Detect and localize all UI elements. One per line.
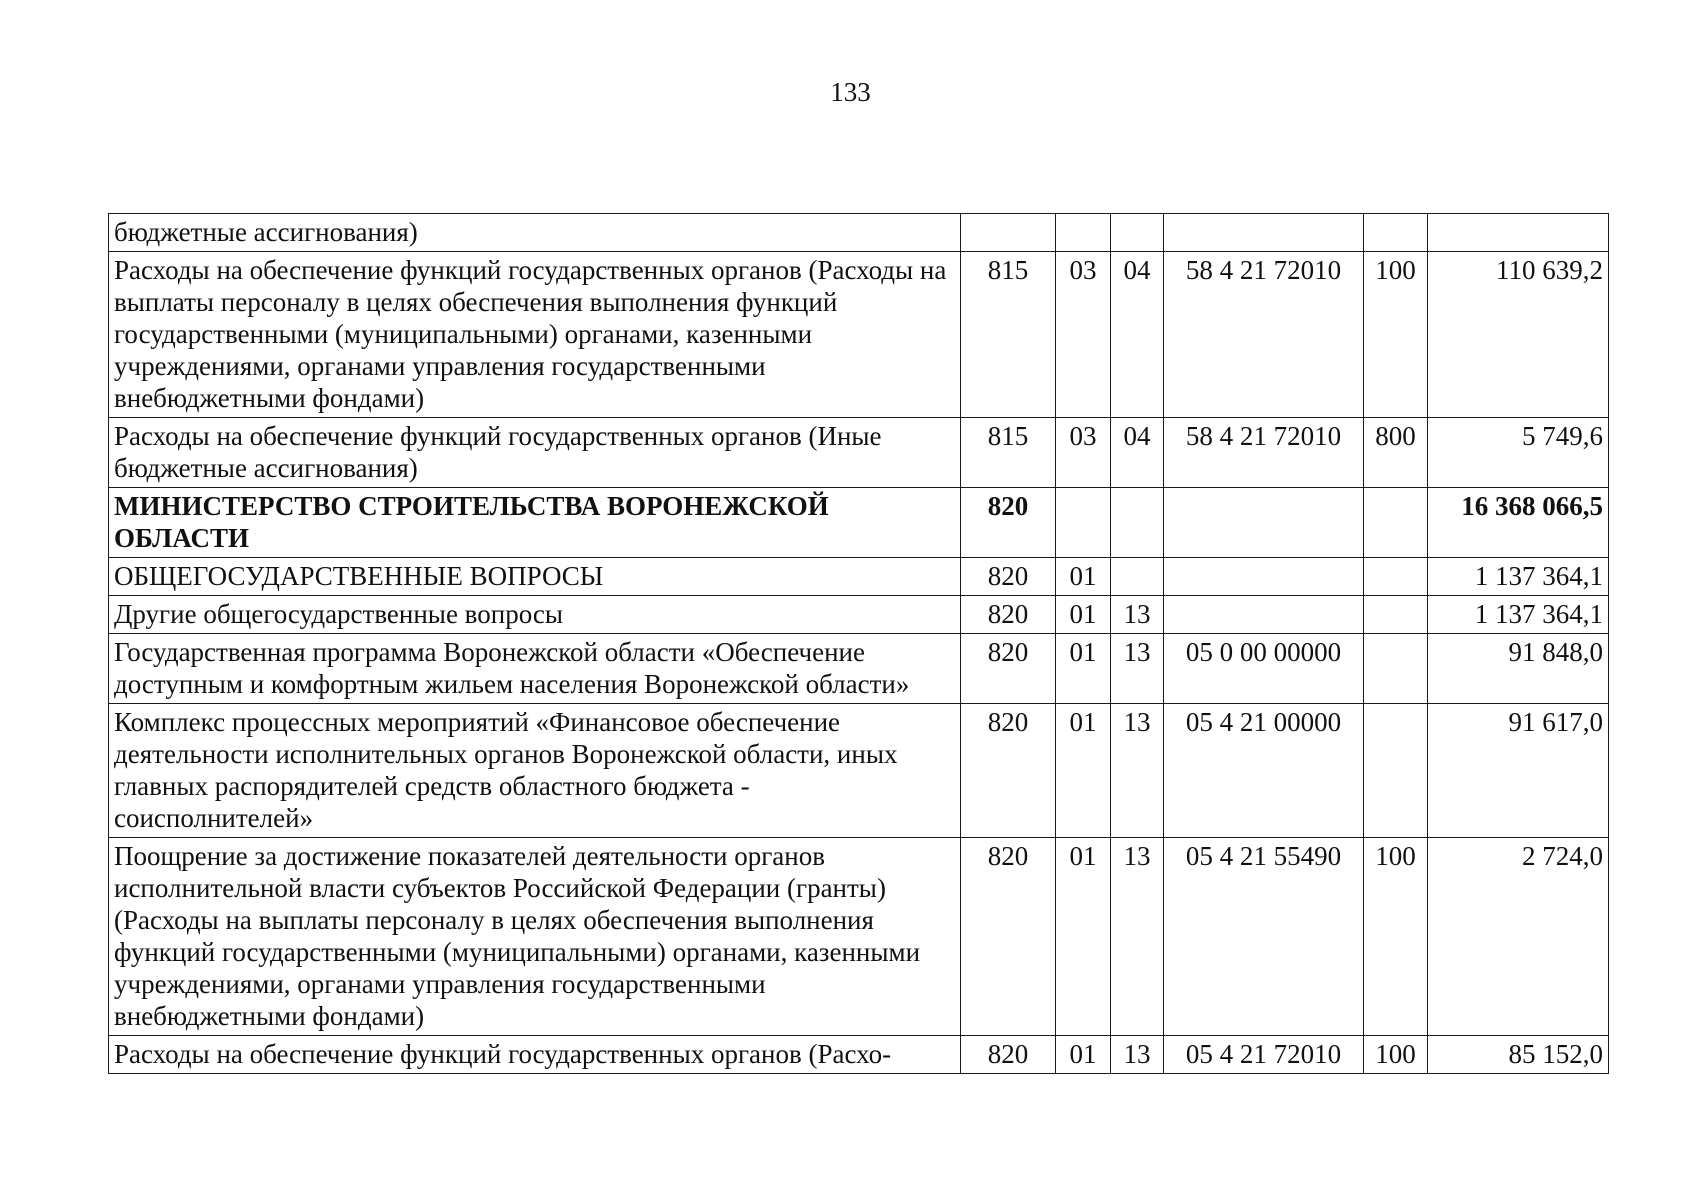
row-subsection-code: 13 — [1111, 704, 1164, 838]
row-ministry-code: 815 — [961, 418, 1056, 488]
row-target-article: 58 4 21 72010 — [1164, 252, 1364, 418]
table-row — [109, 596, 1609, 634]
row-expense-type — [1364, 488, 1428, 558]
row-target-article: 58 4 21 72010 — [1164, 418, 1364, 488]
row-target-article — [1164, 214, 1364, 252]
row-section-code: 01 — [1056, 838, 1111, 1036]
row-expense-type: 100 — [1364, 838, 1428, 1036]
page-number: 133 — [830, 77, 871, 107]
row-name: Расходы на обеспечение функций государственных органов (Расходы на выплаты персоналу в целях обеспечения выполнения функций государственными (муниципальными) органами, казенными учреждениями, органами управления государственными внебюджетными фондами) — [109, 252, 961, 418]
table-row-ministry-heading — [109, 488, 1609, 558]
row-ministry-code: 820 — [961, 704, 1056, 838]
row-ministry-code: 820 — [961, 488, 1056, 558]
row-amount: 85 152,0 — [1428, 1036, 1609, 1074]
row-ministry-code: 820 — [961, 1036, 1056, 1074]
row-subsection-code — [1111, 214, 1164, 252]
row-section-code: 01 — [1056, 558, 1111, 596]
row-subsection-code: 13 — [1111, 1036, 1164, 1074]
row-expense-type — [1364, 596, 1428, 634]
row-amount: 5 749,6 — [1428, 418, 1609, 488]
budget-table — [108, 213, 1609, 1074]
row-subsection-code — [1111, 558, 1164, 596]
row-expense-type — [1364, 558, 1428, 596]
row-amount: 110 639,2 — [1428, 252, 1609, 418]
row-amount: 1 137 364,1 — [1428, 558, 1609, 596]
row-target-article: 05 0 00 00000 — [1164, 634, 1364, 704]
row-expense-type: 100 — [1364, 1036, 1428, 1074]
table-row — [109, 558, 1609, 596]
row-name: МИНИСТЕРСТВО СТРОИТЕЛЬСТВА ВОРОНЕЖСКОЙ ОБЛАСТИ — [109, 488, 961, 558]
row-section-code: 01 — [1056, 596, 1111, 634]
row-expense-type — [1364, 634, 1428, 704]
row-ministry-code — [961, 214, 1056, 252]
row-expense-type — [1364, 704, 1428, 838]
row-section-code: 03 — [1056, 252, 1111, 418]
row-amount — [1428, 214, 1609, 252]
row-amount: 91 617,0 — [1428, 704, 1609, 838]
row-target-article: 05 4 21 00000 — [1164, 704, 1364, 838]
row-expense-type — [1364, 214, 1428, 252]
row-section-code: 01 — [1056, 634, 1111, 704]
row-target-article: 05 4 21 72010 — [1164, 1036, 1364, 1074]
row-subsection-code: 13 — [1111, 838, 1164, 1036]
row-target-article: 05 4 21 55490 — [1164, 838, 1364, 1036]
table-row — [109, 214, 1609, 252]
row-name: ОБЩЕГОСУДАРСТВЕННЫЕ ВОПРОСЫ — [109, 558, 961, 596]
row-name: Расходы на обеспечение функций государственных органов (Иные бюджетные ассигнования) — [109, 418, 961, 488]
table-row — [109, 704, 1609, 838]
row-subsection-code: 04 — [1111, 418, 1164, 488]
row-ministry-code: 820 — [961, 634, 1056, 704]
row-target-article — [1164, 488, 1364, 558]
row-section-code — [1056, 214, 1111, 252]
row-ministry-code: 815 — [961, 252, 1056, 418]
row-section-code: 01 — [1056, 704, 1111, 838]
row-section-code: 03 — [1056, 418, 1111, 488]
row-section-code — [1056, 488, 1111, 558]
row-subsection-code: 04 — [1111, 252, 1164, 418]
row-amount: 16 368 066,5 — [1428, 488, 1609, 558]
table-row — [109, 1036, 1609, 1074]
table-row — [109, 252, 1609, 418]
row-target-article — [1164, 558, 1364, 596]
row-ministry-code: 820 — [961, 596, 1056, 634]
row-target-article — [1164, 596, 1364, 634]
row-name: Поощрение за достижение показателей деятельности органов исполнительной власти субъектов Российской Федерации (гранты) (Расходы на выплаты персоналу в целях обеспечения выполнения функций государственными (муниципальными) органами, казенными учреждениями, органами управления государственными внебюджетными фондами) — [109, 838, 961, 1036]
row-amount: 91 848,0 — [1428, 634, 1609, 704]
row-name: Государственная программа Воронежской области «Обеспечение доступным и комфортным жильем населения Воронежской области» — [109, 634, 961, 704]
table-row — [109, 418, 1609, 488]
table-row — [109, 838, 1609, 1036]
row-amount: 2 724,0 — [1428, 838, 1609, 1036]
row-name: Комплекс процессных мероприятий «Финансовое обеспечение деятельности исполнительных органов Воронежской области, иных главных распорядителей средств областного бюджета - соисполнителей» — [109, 704, 961, 838]
row-name: Расходы на обеспечение функций государственных органов (Расхо- — [109, 1036, 961, 1074]
table-row — [109, 634, 1609, 704]
row-name: бюджетные ассигнования) — [109, 214, 961, 252]
row-subsection-code — [1111, 488, 1164, 558]
row-subsection-code: 13 — [1111, 634, 1164, 704]
row-ministry-code: 820 — [961, 838, 1056, 1036]
row-expense-type: 100 — [1364, 252, 1428, 418]
row-ministry-code: 820 — [961, 558, 1056, 596]
row-section-code: 01 — [1056, 1036, 1111, 1074]
row-amount: 1 137 364,1 — [1428, 596, 1609, 634]
row-name: Другие общегосударственные вопросы — [109, 596, 961, 634]
row-expense-type: 800 — [1364, 418, 1428, 488]
row-subsection-code: 13 — [1111, 596, 1164, 634]
